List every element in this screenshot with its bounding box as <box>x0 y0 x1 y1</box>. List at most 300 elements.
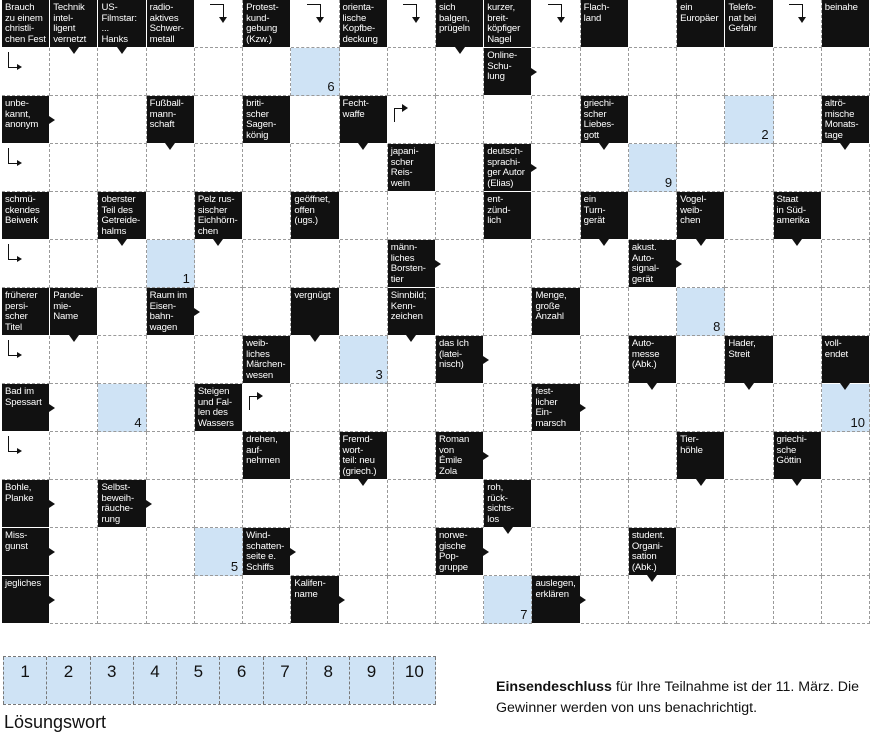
answer-cell[interactable] <box>291 480 339 528</box>
answer-cell[interactable] <box>243 144 291 192</box>
clue-text: kurzer, breit- köpfiger Nagel <box>487 2 521 45</box>
answer-cell[interactable] <box>436 192 484 240</box>
answer-cell[interactable] <box>677 144 725 192</box>
solution-cell[interactable] <box>822 384 870 432</box>
answer-cell[interactable] <box>340 288 388 336</box>
answer-cell[interactable] <box>50 480 98 528</box>
answer-cell[interactable] <box>98 48 146 96</box>
arrow-down-right-icon <box>8 148 22 166</box>
answer-cell[interactable] <box>436 144 484 192</box>
answer-cell[interactable] <box>2 432 50 480</box>
clue-altromische-monatstage <box>822 96 870 144</box>
solution-word-cell[interactable]: 5 <box>176 657 219 704</box>
clue-text: roh, rück- sichts- los <box>487 482 514 525</box>
answer-cell[interactable] <box>147 432 195 480</box>
solution-cell-number: 10 <box>850 415 865 430</box>
clue-text: drehen, auf- nehmen <box>246 434 280 467</box>
answer-cell[interactable] <box>50 240 98 288</box>
answer-cell[interactable] <box>436 384 484 432</box>
clue-japanischer-reiswein <box>388 144 436 192</box>
answer-cell[interactable] <box>436 96 484 144</box>
clue-text: vergnügt <box>294 290 331 301</box>
answer-cell[interactable] <box>436 48 484 96</box>
solution-word-cell[interactable]: 3 <box>90 657 133 704</box>
answer-cell[interactable] <box>50 576 98 624</box>
pointer-down-icon <box>840 143 850 150</box>
solution-cell[interactable] <box>725 96 773 144</box>
clue-missgunst <box>2 528 50 576</box>
answer-cell[interactable] <box>436 288 484 336</box>
solution-word-cell[interactable]: 4 <box>133 657 176 704</box>
solution-cell[interactable] <box>629 144 677 192</box>
clue-deutschsprachiger-autor-elias <box>484 144 532 192</box>
answer-cell[interactable] <box>195 336 243 384</box>
answer-cell[interactable] <box>822 528 870 576</box>
answer-cell[interactable] <box>98 288 146 336</box>
answer-cell[interactable] <box>725 432 773 480</box>
clue-text: Steigen und Fal- len des Wassers <box>197 386 234 429</box>
solution-word-label: Lösungswort <box>4 712 107 732</box>
pointer-right-icon <box>580 596 586 604</box>
answer-cell[interactable] <box>388 384 436 432</box>
clue-automesse-abk <box>629 336 677 384</box>
answer-cell[interactable] <box>291 0 339 48</box>
answer-cell[interactable] <box>677 336 725 384</box>
clue-text: voll- endet <box>824 338 849 360</box>
pointer-down-icon <box>792 479 802 486</box>
answer-cell[interactable] <box>340 48 388 96</box>
clue-vollendet <box>822 336 870 384</box>
clue-text: weib- liches Märchen- wesen <box>246 338 286 381</box>
pointer-down-icon <box>117 239 127 246</box>
clue-text: oberster Teil des Getreide- halms <box>101 194 141 237</box>
answer-cell[interactable] <box>629 288 677 336</box>
answer-cell[interactable] <box>388 48 436 96</box>
answer-cell[interactable] <box>147 336 195 384</box>
clue-griechische-gottin <box>774 432 822 480</box>
answer-cell[interactable] <box>147 192 195 240</box>
answer-cell[interactable] <box>822 432 870 480</box>
pointer-right-icon <box>531 68 537 76</box>
clue-text: ein Europäer <box>680 2 719 24</box>
answer-cell[interactable] <box>629 192 677 240</box>
solution-cell[interactable] <box>291 48 339 96</box>
clue-vergnugt <box>291 288 339 336</box>
solution-word-cell[interactable]: 2 <box>46 657 89 704</box>
answer-cell[interactable] <box>774 480 822 528</box>
answer-cell[interactable] <box>2 336 50 384</box>
solution-word-cell[interactable]: 9 <box>349 657 392 704</box>
answer-cell[interactable] <box>436 576 484 624</box>
clue-ein-europaer <box>677 0 725 48</box>
crossword-grid <box>2 0 870 624</box>
clue-radioaktives-schwermetall <box>147 0 195 48</box>
clue-text: griechi- sche Göttin <box>776 434 807 467</box>
clue-text: auslegen, erklären <box>535 578 576 600</box>
answer-cell[interactable] <box>388 432 436 480</box>
answer-cell[interactable] <box>388 480 436 528</box>
clue-menge-gro-e-anzahl <box>532 288 580 336</box>
clue-text: japani- scher Reis- wein <box>390 146 419 189</box>
solution-cell[interactable] <box>677 288 725 336</box>
clue-fruherer-persischer-titel <box>2 288 50 336</box>
clue-sinnbild-kennzeichen <box>388 288 436 336</box>
clue-text: Fußball- mann- schaft <box>149 98 184 131</box>
pointer-down-icon <box>792 239 802 246</box>
answer-cell[interactable] <box>243 288 291 336</box>
answer-cell[interactable] <box>147 528 195 576</box>
clue-text: norwe- gische Pop- gruppe <box>438 530 468 573</box>
answer-cell[interactable] <box>436 240 484 288</box>
solution-cell[interactable] <box>195 528 243 576</box>
answer-cell[interactable] <box>50 432 98 480</box>
pointer-down-icon <box>696 479 706 486</box>
clue-festlicher-einmarsch <box>532 384 580 432</box>
answer-cell[interactable] <box>725 528 773 576</box>
answer-cell[interactable] <box>532 432 580 480</box>
answer-cell[interactable] <box>532 480 580 528</box>
answer-cell[interactable] <box>98 144 146 192</box>
solution-word-cell[interactable]: 8 <box>306 657 349 704</box>
answer-cell[interactable] <box>581 576 629 624</box>
answer-cell[interactable] <box>2 144 50 192</box>
answer-cell[interactable] <box>774 528 822 576</box>
answer-cell[interactable] <box>581 144 629 192</box>
answer-cell[interactable] <box>532 48 580 96</box>
pointer-down-icon <box>213 239 223 246</box>
arrow-down-right-icon <box>8 340 22 358</box>
arrow-right-down-icon <box>548 4 564 24</box>
answer-cell[interactable] <box>725 384 773 432</box>
answer-cell[interactable] <box>629 576 677 624</box>
clue-text: Staat in Süd- amerika <box>776 194 810 227</box>
answer-cell[interactable] <box>147 576 195 624</box>
answer-cell[interactable] <box>581 384 629 432</box>
answer-cell[interactable] <box>388 0 436 48</box>
answer-cell[interactable] <box>532 336 580 384</box>
answer-cell[interactable] <box>629 96 677 144</box>
arrow-up-right-icon <box>394 102 410 122</box>
answer-cell[interactable] <box>147 48 195 96</box>
clue-text: früherer persi- scher Titel <box>5 290 38 333</box>
answer-cell[interactable] <box>291 96 339 144</box>
clue-text: Brauch zu einem christli- chen Fest <box>5 2 46 45</box>
answer-cell[interactable] <box>195 288 243 336</box>
pointer-right-icon <box>49 500 55 508</box>
clue-text: Roman von Émile Zola <box>438 434 470 477</box>
solution-cell[interactable] <box>147 240 195 288</box>
answer-cell[interactable] <box>243 480 291 528</box>
clue-hader-streit <box>725 336 773 384</box>
answer-cell[interactable] <box>147 480 195 528</box>
answer-cell[interactable] <box>50 336 98 384</box>
answer-cell[interactable] <box>822 144 870 192</box>
clue-text: Menge, große Anzahl <box>535 290 567 323</box>
clue-kalifenname <box>291 576 339 624</box>
answer-cell[interactable] <box>822 240 870 288</box>
answer-cell[interactable] <box>2 240 50 288</box>
answer-cell[interactable] <box>484 384 532 432</box>
clue-das-ich-lateinisch <box>436 336 484 384</box>
clue-auslegen-erklaren <box>532 576 580 624</box>
answer-cell[interactable] <box>677 480 725 528</box>
clue-flachland <box>581 0 629 48</box>
answer-cell[interactable] <box>484 96 532 144</box>
clue-roman-von-emile-zola <box>436 432 484 480</box>
pointer-down-icon <box>358 143 368 150</box>
answer-cell[interactable] <box>388 336 436 384</box>
pointer-down-icon <box>117 47 127 54</box>
answer-cell[interactable] <box>725 192 773 240</box>
answer-cell[interactable] <box>340 192 388 240</box>
clue-online-schulung <box>484 48 532 96</box>
answer-cell[interactable] <box>581 432 629 480</box>
answer-cell[interactable] <box>725 144 773 192</box>
answer-cell[interactable] <box>581 480 629 528</box>
clue-text: Miss- gunst <box>5 530 28 552</box>
answer-cell[interactable] <box>388 528 436 576</box>
answer-cell[interactable] <box>388 96 436 144</box>
answer-cell[interactable] <box>484 336 532 384</box>
answer-cell[interactable] <box>725 48 773 96</box>
answer-cell[interactable] <box>50 384 98 432</box>
answer-cell[interactable] <box>629 48 677 96</box>
answer-cell[interactable] <box>532 144 580 192</box>
pointer-down-icon <box>599 143 609 150</box>
pointer-right-icon <box>483 452 489 460</box>
answer-cell[interactable] <box>388 576 436 624</box>
answer-cell[interactable] <box>98 240 146 288</box>
answer-cell[interactable] <box>340 480 388 528</box>
solution-cell-number: 3 <box>375 367 383 382</box>
pointer-down-icon <box>69 335 79 342</box>
answer-cell[interactable] <box>774 576 822 624</box>
pointer-right-icon <box>580 404 586 412</box>
answer-cell[interactable] <box>195 480 243 528</box>
arrow-right-down-icon <box>789 4 805 24</box>
answer-cell[interactable] <box>195 240 243 288</box>
answer-cell[interactable] <box>581 336 629 384</box>
arrow-right-down-icon <box>210 4 226 24</box>
answer-cell[interactable] <box>774 384 822 432</box>
pointer-down-icon <box>647 383 657 390</box>
answer-cell[interactable] <box>677 384 725 432</box>
answer-cell[interactable] <box>195 144 243 192</box>
answer-cell[interactable] <box>195 432 243 480</box>
answer-cell[interactable] <box>822 192 870 240</box>
answer-cell[interactable] <box>677 528 725 576</box>
clue-technik-intelligent-vernetzt <box>50 0 98 48</box>
answer-cell[interactable] <box>98 432 146 480</box>
answer-cell[interactable] <box>98 336 146 384</box>
pointer-down-icon <box>310 335 320 342</box>
clue-raum-im-eisenbahnwagen <box>147 288 195 336</box>
answer-cell[interactable] <box>581 240 629 288</box>
pointer-right-icon <box>49 548 55 556</box>
answer-cell[interactable] <box>677 576 725 624</box>
answer-cell[interactable] <box>243 240 291 288</box>
answer-cell[interactable] <box>50 528 98 576</box>
answer-cell[interactable] <box>243 576 291 624</box>
answer-cell[interactable] <box>774 336 822 384</box>
answer-cell[interactable] <box>532 0 580 48</box>
clue-text: ein Turn- gerät <box>583 194 606 227</box>
answer-cell[interactable] <box>340 240 388 288</box>
pointer-down-icon <box>455 47 465 54</box>
answer-cell[interactable] <box>532 240 580 288</box>
answer-cell[interactable] <box>677 240 725 288</box>
answer-cell[interactable] <box>340 144 388 192</box>
clue-bohle-planke <box>2 480 50 528</box>
answer-cell[interactable] <box>581 288 629 336</box>
answer-cell[interactable] <box>291 528 339 576</box>
answer-cell[interactable] <box>484 528 532 576</box>
pointer-right-icon <box>194 308 200 316</box>
clue-selbstbeweihraucherung <box>98 480 146 528</box>
solution-cell[interactable] <box>484 576 532 624</box>
clue-text: student. Organi- sation (Abk.) <box>631 530 665 573</box>
answer-cell[interactable] <box>774 96 822 144</box>
answer-cell[interactable] <box>388 192 436 240</box>
clue-telefonat-bei-gefahr <box>725 0 773 48</box>
answer-cell[interactable] <box>50 192 98 240</box>
answer-cell[interactable] <box>822 480 870 528</box>
clue-text: griechi- scher Liebes- gott <box>583 98 615 141</box>
answer-cell[interactable] <box>629 384 677 432</box>
answer-cell[interactable] <box>725 288 773 336</box>
answer-cell[interactable] <box>291 336 339 384</box>
answer-cell[interactable] <box>629 0 677 48</box>
answer-cell[interactable] <box>677 96 725 144</box>
clue-drehen-aufnehmen <box>243 432 291 480</box>
clue-geoffnet-offen-ugs <box>291 192 339 240</box>
pointer-down-icon <box>744 383 754 390</box>
answer-cell[interactable] <box>774 240 822 288</box>
answer-cell[interactable] <box>340 576 388 624</box>
answer-cell[interactable] <box>243 48 291 96</box>
clue-text: akust. Auto- signal- gerät <box>631 242 660 285</box>
answer-cell[interactable] <box>291 144 339 192</box>
answer-cell[interactable] <box>484 432 532 480</box>
clue-text: sich balgen, prügeln <box>438 2 470 35</box>
answer-cell[interactable] <box>774 0 822 48</box>
clue-brauch-zu-einem-christlichen-fest <box>2 0 50 48</box>
clue-text: schmü- ckendes Beiwerk <box>5 194 40 227</box>
clue-text: Kalifen- name <box>294 578 326 600</box>
answer-cell[interactable] <box>195 576 243 624</box>
answer-cell[interactable] <box>340 384 388 432</box>
answer-cell[interactable] <box>822 288 870 336</box>
arrow-down-right-icon <box>8 52 22 70</box>
answer-cell[interactable] <box>484 288 532 336</box>
answer-cell[interactable] <box>291 240 339 288</box>
answer-cell[interactable] <box>725 240 773 288</box>
answer-cell[interactable] <box>532 528 580 576</box>
answer-cell[interactable] <box>677 48 725 96</box>
answer-cell[interactable] <box>484 240 532 288</box>
clue-text: ent- zünd- lich <box>487 194 511 227</box>
arrow-down-right-icon <box>8 436 22 454</box>
answer-cell[interactable] <box>629 432 677 480</box>
clue-fu-ballmannschaft <box>147 96 195 144</box>
solution-cell[interactable] <box>340 336 388 384</box>
answer-cell[interactable] <box>2 48 50 96</box>
solution-word-cell[interactable]: 6 <box>219 657 262 704</box>
answer-cell[interactable] <box>774 288 822 336</box>
clue-text: unbe- kannt, anonym <box>5 98 39 131</box>
answer-cell[interactable] <box>581 48 629 96</box>
solution-cell[interactable] <box>98 384 146 432</box>
solution-word-cell[interactable]: 7 <box>263 657 306 704</box>
answer-cell[interactable] <box>243 192 291 240</box>
answer-cell[interactable] <box>532 192 580 240</box>
answer-cell[interactable] <box>147 144 195 192</box>
answer-cell[interactable] <box>98 528 146 576</box>
clue-text: beinahe <box>824 2 858 13</box>
answer-cell[interactable] <box>774 144 822 192</box>
solution-word-cell[interactable]: 10 <box>393 657 436 704</box>
clue-text: radio- aktives Schwer- metall <box>149 2 184 45</box>
solution-cell-number: 4 <box>134 415 142 430</box>
answer-cell[interactable] <box>340 528 388 576</box>
answer-cell[interactable] <box>195 96 243 144</box>
answer-cell[interactable] <box>50 48 98 96</box>
answer-cell[interactable] <box>98 576 146 624</box>
solution-word-cell[interactable]: 1 <box>3 657 46 704</box>
clue-text: männ- liches Borsten- tier <box>390 242 426 285</box>
clue-weibliches-marchenwesen <box>243 336 291 384</box>
clue-steigen-und-fallen-des-wassers <box>195 384 243 432</box>
clue-akust-autosignalgerat <box>629 240 677 288</box>
pointer-down-icon <box>599 239 609 246</box>
clue-text: Raum im Eisen- bahn- wagen <box>149 290 187 333</box>
answer-cell[interactable] <box>774 48 822 96</box>
answer-cell[interactable] <box>436 480 484 528</box>
answer-cell[interactable] <box>50 144 98 192</box>
answer-cell[interactable] <box>822 48 870 96</box>
answer-cell[interactable] <box>195 0 243 48</box>
answer-cell[interactable] <box>147 384 195 432</box>
answer-cell[interactable] <box>629 480 677 528</box>
pointer-down-icon <box>358 479 368 486</box>
answer-cell[interactable] <box>532 96 580 144</box>
solution-cell-number: 2 <box>761 127 769 142</box>
clue-text: Vogel- weib- chen <box>680 194 707 227</box>
pointer-right-icon <box>146 500 152 508</box>
solution-cell-number: 1 <box>182 271 190 286</box>
clue-pelz-russischer-eichhornchen <box>195 192 243 240</box>
answer-cell[interactable] <box>725 576 773 624</box>
answer-cell[interactable] <box>291 432 339 480</box>
pointer-right-icon <box>435 260 441 268</box>
clue-griechischer-liebesgott <box>581 96 629 144</box>
pointer-down-icon <box>840 383 850 390</box>
answer-cell[interactable] <box>822 576 870 624</box>
clue-sich-balgen-prugeln <box>436 0 484 48</box>
answer-cell[interactable] <box>98 96 146 144</box>
answer-cell[interactable] <box>581 528 629 576</box>
arrow-down-right-icon <box>8 244 22 262</box>
answer-cell[interactable] <box>725 480 773 528</box>
clue-text: Pelz rus- sischer Eichhörn- chen <box>197 194 238 237</box>
answer-cell[interactable] <box>195 48 243 96</box>
answer-cell[interactable] <box>291 384 339 432</box>
pointer-right-icon <box>290 548 296 556</box>
answer-cell[interactable] <box>50 96 98 144</box>
answer-cell[interactable] <box>243 384 291 432</box>
clue-mannliches-borstentier <box>388 240 436 288</box>
clue-bad-im-spessart <box>2 384 50 432</box>
